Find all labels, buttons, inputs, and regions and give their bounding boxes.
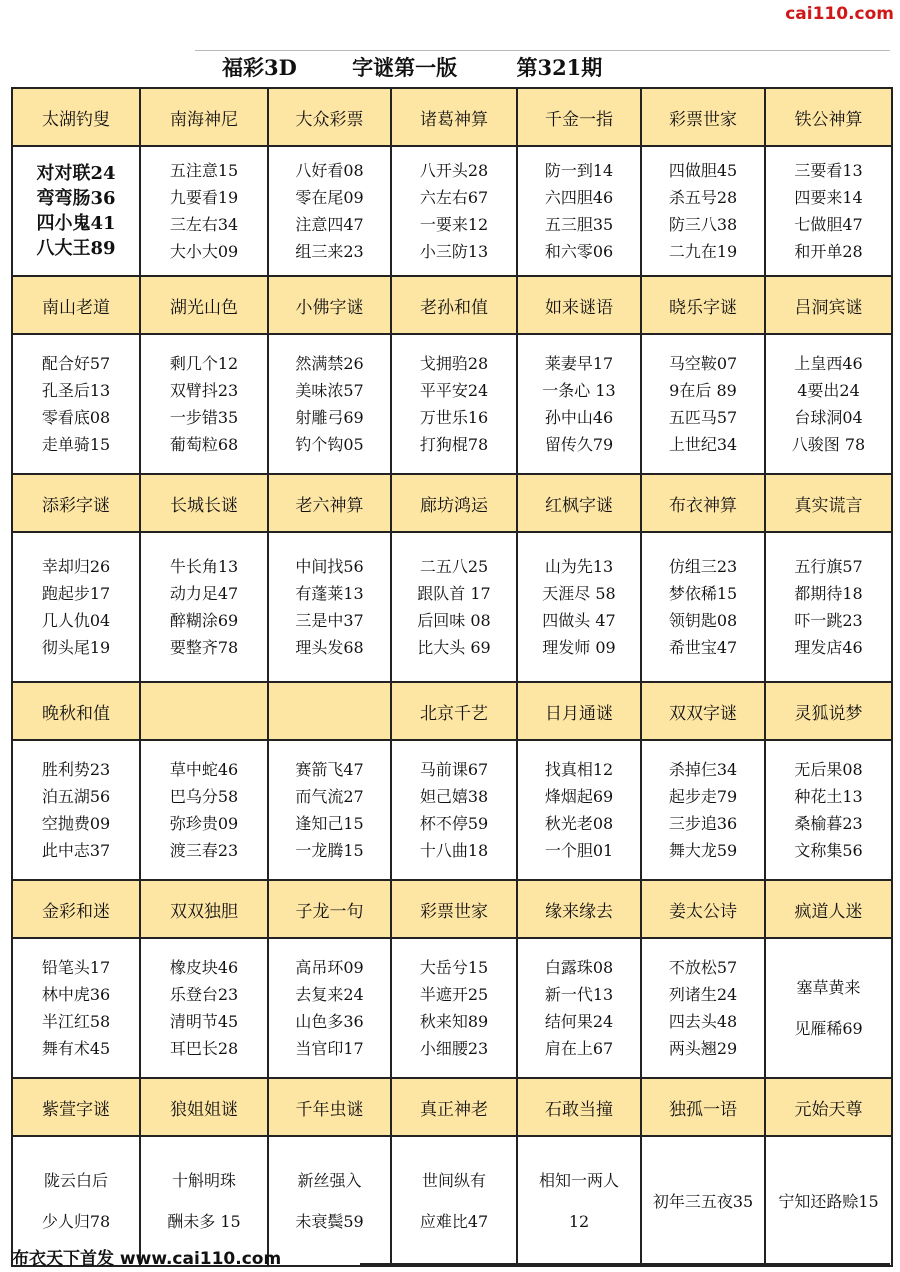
column-author-header: 北京千艺 [391,682,517,740]
column-author-header: 吕洞宾谜 [765,276,892,334]
riddle-line: 五注意15 [169,161,239,180]
riddle-line: 舞大龙59 [668,841,738,860]
riddle-line: 三步追36 [668,814,738,833]
footer-label: 布衣天下首发 www.cai110.com [12,1249,282,1269]
riddle-cell [12,740,140,880]
riddle-cell [641,740,765,880]
riddle-line: 三左右34 [169,215,239,234]
column-author-header: 老孙和值 [391,276,517,334]
column-author-header [140,682,268,740]
riddle-cell [12,146,140,276]
header-row [12,88,892,146]
riddle-line: 台球洞04 [794,408,863,427]
riddle-line: 防一到14 [544,161,614,180]
riddle-cell [391,1136,517,1266]
riddle-line: 渡三春23 [169,841,239,860]
riddle-line: 八好看08 [295,161,364,180]
riddle-cell [517,1136,641,1266]
riddle-line: 注意四47 [295,215,364,234]
riddle-line: 4要出24 [797,381,860,400]
site-watermark: cai110.com [785,4,894,24]
riddle-cell [140,334,268,474]
riddle-line: 无后果08 [794,760,863,779]
riddle-cell [765,1136,892,1266]
riddle-line: 小三防13 [419,242,489,261]
riddle-line: 走单骑15 [41,435,111,454]
footer-rule [360,1263,890,1266]
riddle-line: 彻头尾19 [41,638,111,657]
column-author-header: 晚秋和值 [12,682,140,740]
riddle-line: 理头发68 [295,638,364,657]
riddle-line: 清明节45 [169,1012,239,1031]
riddle-line: 和六零06 [544,242,614,261]
riddle-line: 山为先13 [544,557,614,576]
riddle-cell [517,532,641,682]
riddle-line: 初年三五夜35 [652,1191,754,1211]
riddle-line: 莱妻早17 [544,354,614,373]
column-author-header: 大众彩票 [268,88,391,146]
column-author-header: 独孤一语 [641,1078,765,1136]
riddle-line: 上世纪34 [668,435,738,454]
riddle-cell [268,938,391,1078]
riddle-line: 空抛费09 [41,814,111,833]
riddle-line: 五三胆35 [544,215,614,234]
column-author-header: 如来谜语 [517,276,641,334]
riddle-cell [12,938,140,1078]
riddle-cell [765,938,892,1078]
riddle-line: 塞草黄来 [796,978,861,997]
riddle-cell [391,146,517,276]
column-author-header: 真正神老 [391,1078,517,1136]
riddle-cell [765,532,892,682]
riddle-line: 十八曲18 [419,841,489,860]
column-author-header: 铁公神算 [765,88,892,146]
riddle-line: 马空鞍07 [668,354,738,373]
column-author-header: 太湖钓叟 [12,88,140,146]
riddle-line: 三要看13 [794,161,863,180]
riddle-line: 桑榆暮23 [794,814,863,833]
riddle-line: 四做头 47 [542,611,616,630]
riddle-cell [268,146,391,276]
riddle-line: 和开单28 [794,242,863,261]
riddle-cell [140,740,268,880]
riddle-cell [140,938,268,1078]
title-board: 字谜第一版 [352,55,458,80]
column-author-header: 狼姐姐谜 [140,1078,268,1136]
riddle-line: 几人仇04 [41,611,111,630]
column-author-header: 长城长谜 [140,474,268,532]
riddle-line: 半江红58 [41,1012,111,1031]
riddle-line: 种花土13 [794,787,863,806]
riddle-line: 零看底08 [41,408,111,427]
riddle-line: 八大王89 [36,238,116,259]
riddle-line: 耳巴长28 [169,1039,239,1058]
riddle-line: 陇云白后 [43,1171,108,1190]
riddle-line: 不放松57 [668,958,738,977]
riddle-line: 乐登台23 [169,985,239,1004]
header-row [12,474,892,532]
riddle-cell [517,334,641,474]
column-author-header: 双双独胆 [140,880,268,938]
riddle-line: 12 [568,1212,590,1231]
riddle-line: 九要看19 [169,188,239,207]
riddle-line: 酬未多 15 [167,1212,241,1231]
riddle-line: 此中志37 [41,841,111,860]
column-author-header: 姜太公诗 [641,880,765,938]
column-author-header: 南海神尼 [140,88,268,146]
column-author-header: 千金一指 [517,88,641,146]
riddle-line: 平平安24 [419,381,489,400]
column-author-header: 缘来缘去 [517,880,641,938]
riddle-line: 少人归78 [41,1212,111,1231]
riddle-line: 一龙腾15 [295,841,364,860]
riddle-line: 未衰鬓59 [295,1212,364,1231]
riddle-line: 马前课67 [419,760,489,779]
riddle-line: 美味浓57 [295,381,364,400]
riddle-cell [517,146,641,276]
column-author-header: 红枫字谜 [517,474,641,532]
riddle-line: 相知一两人 [538,1171,619,1190]
riddle-line: 有蓬莱13 [295,584,364,603]
riddle-line: 橡皮块46 [169,958,239,977]
riddle-line: 二五八25 [419,557,489,576]
riddle-line: 草中蛇46 [169,760,239,779]
riddle-line: 肩在上67 [544,1039,614,1058]
riddle-grid [11,87,893,1267]
riddle-line: 山色多36 [295,1012,364,1031]
riddle-cell [765,740,892,880]
riddle-line: 四小鬼41 [36,213,116,234]
riddle-line: 剩几个12 [169,354,239,373]
riddle-line: 八开头28 [419,161,489,180]
riddle-cell [641,146,765,276]
riddle-cell [268,1136,391,1266]
riddle-line: 半遮开25 [419,985,489,1004]
riddle-row [12,740,892,880]
riddle-line: 泊五湖56 [41,787,111,806]
riddle-line: 牛长角13 [169,557,239,576]
column-author-header: 诸葛神算 [391,88,517,146]
riddle-row [12,334,892,474]
riddle-line: 防三八38 [668,215,738,234]
riddle-line: 起步走79 [668,787,738,806]
riddle-line: 双臂抖23 [169,381,239,400]
riddle-line: 三是中37 [295,611,364,630]
riddle-line: 上皇西46 [794,354,863,373]
riddle-line: 一要来12 [419,215,489,234]
column-author-header: 湖光山色 [140,276,268,334]
riddle-line: 杀掉仨34 [668,760,738,779]
riddle-line: 秋来知89 [419,1012,489,1031]
riddle-line: 希世宝47 [668,638,738,657]
riddle-line: 胜利势23 [41,760,111,779]
riddle-line: 七做胆47 [794,215,863,234]
riddle-line: 对对联24 [36,163,116,184]
riddle-cell [12,334,140,474]
column-author-header: 廊坊鸿运 [391,474,517,532]
riddle-line: 四去头48 [668,1012,738,1031]
riddle-line: 赛箭飞47 [295,760,364,779]
riddle-line: 孙中山46 [544,408,614,427]
riddle-line: 理发师 09 [542,638,616,657]
riddle-line: 四要来14 [794,188,863,207]
riddle-line: 杀五号28 [668,188,738,207]
riddle-line: 应难比47 [419,1212,489,1231]
riddle-line: 都期待18 [794,584,863,603]
riddle-line: 戈拥驺28 [419,354,489,373]
riddle-line: 去复来24 [295,985,364,1004]
column-author-header: 老六神算 [268,474,391,532]
riddle-line: 当官印17 [295,1039,364,1058]
header-row [12,880,892,938]
riddle-cell [391,334,517,474]
header-row [12,682,892,740]
riddle-line: 新一代13 [544,985,614,1004]
column-author-header: 添彩字谜 [12,474,140,532]
riddle-line: 要整齐78 [169,638,239,657]
header-row [12,276,892,334]
column-author-header: 灵狐说梦 [765,682,892,740]
riddle-line: 跟队首 17 [417,584,491,603]
column-author-header: 紫萱字谜 [12,1078,140,1136]
riddle-line: 世间纵有 [421,1171,486,1190]
column-author-header [268,682,391,740]
riddle-line: 二九在19 [668,242,738,261]
riddle-line: 理发店46 [794,638,863,657]
riddle-line: 打狗棍78 [419,435,489,454]
riddle-line: 舞有术45 [41,1039,111,1058]
riddle-line: 结何果24 [544,1012,614,1031]
riddle-line: 秋光老08 [544,814,614,833]
riddle-line: 吓一跳23 [794,611,863,630]
column-author-header: 子龙一句 [268,880,391,938]
riddle-line: 组三来23 [295,242,364,261]
riddle-cell [641,334,765,474]
riddle-line: 而气流27 [295,787,364,806]
riddle-line: 五匹马57 [668,408,738,427]
riddle-line: 大小大09 [169,242,239,261]
riddle-cell [391,532,517,682]
riddle-line: 高吊环09 [295,958,364,977]
riddle-cell [517,938,641,1078]
riddle-line: 后回味 08 [417,611,491,630]
riddle-line: 八骏图 78 [791,435,866,454]
riddle-line: 宁知还路赊15 [778,1191,879,1211]
riddle-line: 中间找56 [295,557,364,576]
riddle-cell [12,532,140,682]
riddle-line: 两头翘29 [668,1039,738,1058]
title-issue: 第321期 [516,55,603,80]
riddle-cell [391,740,517,880]
riddle-line: 弥珍贵09 [169,814,239,833]
riddle-cell [268,740,391,880]
riddle-cell [268,334,391,474]
riddle-line: 巴乌分58 [169,787,239,806]
column-author-header: 晓乐字谜 [641,276,765,334]
title-product: 福彩3D [222,55,297,80]
column-author-header: 小佛字谜 [268,276,391,334]
riddle-row [12,146,892,276]
riddle-line: 杯不停59 [419,814,489,833]
column-author-header: 真实谎言 [765,474,892,532]
riddle-line: 孔圣后13 [41,381,111,400]
riddle-row [12,532,892,682]
riddle-line: 列诸生24 [668,985,738,1004]
riddle-line: 一步错35 [169,408,239,427]
riddle-line: 一条心 13 [542,381,616,400]
riddle-cell [268,532,391,682]
riddle-line: 领钥匙08 [668,611,738,630]
riddle-line: 逢知己15 [295,814,364,833]
riddle-line: 醉糊涂69 [169,611,239,630]
column-author-header: 元始天尊 [765,1078,892,1136]
riddle-line: 比大头 69 [417,638,491,657]
riddle-line: 大岳兮15 [419,958,489,977]
riddle-line: 葡萄粒68 [169,435,239,454]
riddle-line: 找真相12 [544,760,614,779]
riddle-line: 梦依稀15 [668,584,738,603]
riddle-line: 留传久79 [544,435,614,454]
riddle-line: 跑起步17 [41,584,111,603]
riddle-cell [641,938,765,1078]
riddle-line: 万世乐16 [419,408,489,427]
riddle-line: 四做胆45 [668,161,738,180]
column-author-header: 千年虫谜 [268,1078,391,1136]
riddle-row [12,938,892,1078]
riddle-line: 林中虎36 [41,985,111,1004]
riddle-cell [140,146,268,276]
column-author-header: 彩票世家 [391,880,517,938]
riddle-line: 十斛明珠 [171,1171,236,1190]
riddle-line: 幸却归26 [41,557,111,576]
riddle-line: 六左右67 [419,188,489,207]
page-title [222,52,602,82]
header-row [12,1078,892,1136]
riddle-cell [765,334,892,474]
riddle-line: 铅笔头17 [41,958,111,977]
riddle-line: 烽烟起69 [544,787,614,806]
riddle-line: 射雕弓69 [295,408,364,427]
column-author-header: 石敢当撞 [517,1078,641,1136]
riddle-line: 一个胆01 [544,841,614,860]
riddle-cell [517,740,641,880]
riddle-line: 弯弯肠36 [36,188,116,209]
riddle-line: 零在尾09 [295,188,364,207]
riddle-cell [641,532,765,682]
riddle-cell [391,938,517,1078]
column-author-header: 彩票世家 [641,88,765,146]
column-author-header: 南山老道 [12,276,140,334]
riddle-line: 新丝强入 [297,1171,362,1190]
riddle-line: 钓个钩05 [295,435,364,454]
column-author-header: 布衣神算 [641,474,765,532]
riddle-line: 妲己嬉38 [419,787,489,806]
riddle-line: 动力足47 [169,584,239,603]
riddle-line: 见雁稀69 [794,1019,863,1038]
riddle-line: 小细腰23 [419,1039,489,1058]
riddle-cell [765,146,892,276]
riddle-line: 白露珠08 [544,958,614,977]
riddle-line: 五行旗57 [794,557,863,576]
column-author-header: 金彩和迷 [12,880,140,938]
riddle-line: 天涯尽 58 [542,584,616,603]
riddle-line: 9在后 89 [669,381,737,400]
riddle-line: 文称集56 [794,841,863,860]
column-author-header: 双双字谜 [641,682,765,740]
riddle-cell [140,532,268,682]
riddle-line: 仿组三23 [668,557,738,576]
riddle-line: 配合好57 [41,354,111,373]
riddle-line: 六四胆46 [544,188,614,207]
column-author-header: 疯道人迷 [765,880,892,938]
riddle-cell [641,1136,765,1266]
top-rule [195,50,890,51]
column-author-header: 日月通谜 [517,682,641,740]
riddle-line: 然满禁26 [295,354,364,373]
